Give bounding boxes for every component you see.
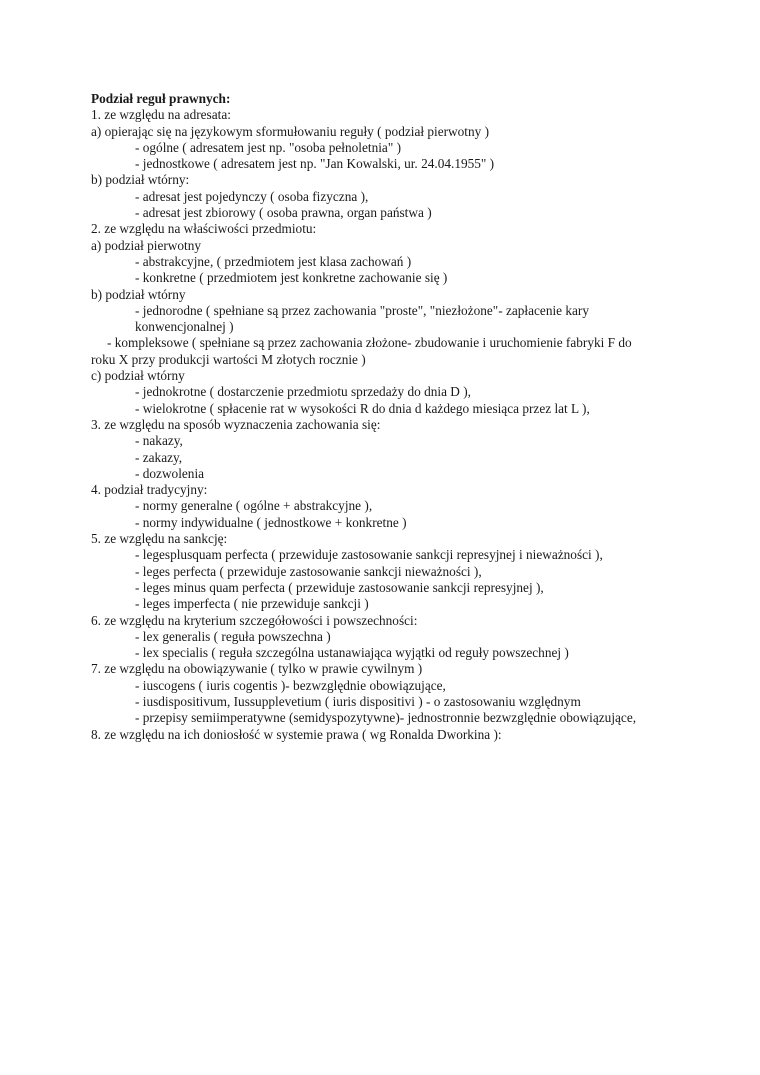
list-item: - dozwolenia <box>135 465 205 481</box>
list-item: - przepisy semiimperatywne (semidyspozytywne)- jednostronnie bezwzględnie obowiązujące, <box>135 710 637 726</box>
list-item: - jednostkowe ( adresatem jest np. "Jan Kowalski, ur. 24.04.1955" ) <box>135 156 495 172</box>
list-item: - abstrakcyjne, ( przedmiotem jest klasa zachowań ) <box>135 253 412 269</box>
list-item: - jednokrotne ( dostarczenie przedmiotu sprzedaży do dnia D ), <box>135 384 471 400</box>
list-item: - adresat jest pojedynczy ( osoba fizyczna ), <box>135 188 369 204</box>
list-item: - leges minus quam perfecta ( przewiduje zastosowanie sankcji represyjnej ), <box>135 579 544 595</box>
section-heading: 8. ze względu na ich doniosłość w systemie prawa ( wg Ronalda Dworkina ): <box>91 726 502 742</box>
subsection-heading: a) podział pierwotny <box>91 237 202 253</box>
list-item: - iuscogens ( iuris cogentis )- bezwzględnie obowiązujące, <box>135 677 446 693</box>
list-item: - adresat jest zbiorowy ( osoba prawna, organ państwa ) <box>135 205 432 221</box>
list-item: - lex generalis ( reguła powszechna ) <box>135 628 331 644</box>
list-item-continuation: roku X przy produkcji wartości M złotych rocznie ) <box>91 351 366 367</box>
list-item: - lex specialis ( reguła szczególna ustanawiająca wyjątki od reguły powszechnej ) <box>135 645 569 661</box>
list-item: - leges imperfecta ( nie przewiduje sankcji ) <box>135 596 369 612</box>
subsection-heading: b) podział wtórny: <box>91 172 190 188</box>
subsection-heading: a) opierając się na językowym sformułowaniu reguły ( podział pierwotny ) <box>91 123 490 139</box>
section-heading: 7. ze względu na obowiązywanie ( tylko w prawie cywilnym ) <box>91 661 423 677</box>
section-heading: 5. ze względu na sankcję: <box>91 531 228 547</box>
document-title: Podział reguł prawnych: <box>91 91 231 106</box>
list-item: - ogólne ( adresatem jest np. "osoba pełnoletnia" ) <box>135 139 402 155</box>
section-heading: 2. ze względu na właściwości przedmiotu: <box>91 221 317 237</box>
list-item: - legesplusquam perfecta ( przewiduje zastosowanie sankcji represyjnej i nieważności ), <box>135 547 603 563</box>
section-heading: 4. podział tradycyjny: <box>91 482 208 498</box>
document-body <box>91 91 691 743</box>
list-item: - kompleksowe ( spełniane są przez zachowania złożone- zbudowanie i uruchomienie fabryki F do <box>107 335 632 351</box>
list-item: - normy indywidualne ( jednostkowe + konkretne ) <box>135 514 407 530</box>
list-item: - leges perfecta ( przewiduje zastosowanie sankcji nieważności ), <box>135 563 482 579</box>
list-item: - konkretne ( przedmiotem jest konkretne zachowanie się ) <box>135 270 448 286</box>
list-item: - wielokrotne ( spłacenie rat w wysokości R do dnia d każdego miesiąca przez lat L ), <box>135 400 590 416</box>
list-item: - nakazy, <box>135 433 183 449</box>
subsection-heading: c) podział wtórny <box>91 368 185 384</box>
list-item: - zakazy, <box>135 449 183 465</box>
list-item: - iusdispositivum, Iussupplevetium ( iuris dispositivi ) - o zastosowaniu względnym <box>135 693 581 709</box>
section-heading: 6. ze względu na kryterium szczegółowości i powszechności: <box>91 612 418 628</box>
section-heading: 3. ze względu na sposób wyznaczenia zachowania się: <box>91 416 381 432</box>
subsection-heading: b) podział wtórny <box>91 286 186 302</box>
list-item-continuation: konwencjonalnej ) <box>135 319 234 335</box>
list-item: - jednorodne ( spełniane są przez zachowania "proste", "niezłożone"- zapłacenie kary <box>135 302 590 318</box>
list-item: - normy generalne ( ogólne + abstrakcyjne ), <box>135 498 373 514</box>
section-heading: 1. ze względu na adresata: <box>91 107 231 123</box>
